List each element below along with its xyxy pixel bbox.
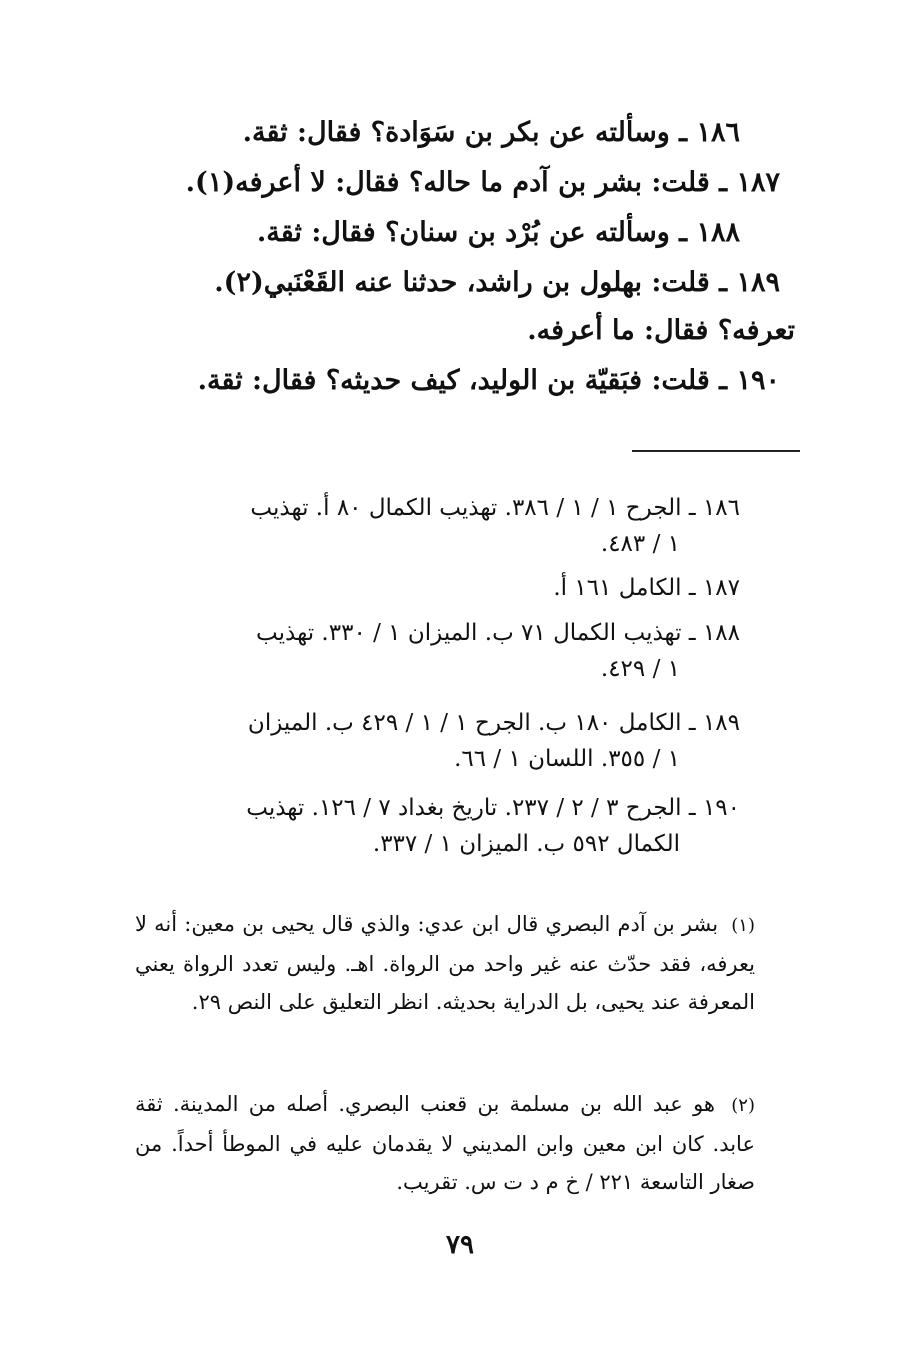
- footnote-text: هو عبد الله بن مسلمة بن قعنب البصري. أصله من المدينة. ثقة عابد. كان ابن معين وابن المديني لا يقدمان عليه في الموطأ أحداً. من صغار التاسعة ٢٢١ / خ م د ت س. تقريب.: [135, 1092, 755, 1194]
- reference-line-continuation: ١ / ٤٢٩.: [600, 656, 680, 682]
- entry-190: [100, 358, 780, 404]
- reference-line: ١٨٦ ـ الجرح ١ / ١ / ٣٨٦. تهذيب الكمال ٨٠ أ. تهذيب: [250, 495, 740, 521]
- reference-line-continuation: ١ / ٤٨٣.: [600, 531, 680, 557]
- page-number: ٧٩: [446, 1230, 474, 1260]
- reference-line-continuation: ١ / ٣٥٥. اللسان ١ / ٦٦.: [454, 746, 680, 772]
- entry-number: ١٨٦: [696, 117, 740, 148]
- reference-187: [130, 570, 740, 606]
- entry-number: ١٨٨: [696, 217, 740, 248]
- reference-line: ١٨٧ ـ الكامل ١٦١ أ.: [553, 575, 740, 601]
- entry-186: [100, 110, 740, 156]
- footnote-text: بشر بن آدم البصري قال ابن عدي: والذي قال يحيى بن معين: أنه لا يعرفه، فقد حدّث عنه غير واحد من الرواة. اهـ. وليس تعدد الرواة يعني المعرفة عند يحيى، بل الدراية بحديثه. انظر التعليق على النص ٢٩.: [135, 912, 755, 1014]
- reference-188: [130, 615, 740, 687]
- entry-number: ١٨٧: [736, 167, 780, 198]
- entry-189: [100, 260, 780, 306]
- entry-188: [100, 210, 740, 256]
- reference-line-continuation: الكمال ٥٩٢ ب. الميزان ١ / ٣٣٧.: [372, 831, 680, 857]
- entry-number: ١٨٩: [736, 267, 780, 298]
- entry-189-continuation: [95, 308, 795, 354]
- entry-text: ـ وسألته عن بكر بن سَوَادة؟ فقال: ثقة.: [242, 117, 688, 148]
- entry-text: ـ قلت: بهلول بن راشد، حدثنا عنه القَعْنَبي(٢).: [214, 267, 728, 298]
- footnote-divider: [632, 450, 800, 452]
- entry-187: [100, 160, 780, 206]
- reference-line: ١٨٨ ـ تهذيب الكمال ٧١ ب. الميزان ١ / ٣٣٠. تهذيب: [256, 620, 740, 646]
- footnote-marker: (١): [731, 915, 755, 936]
- reference-line: ١٨٩ ـ الكامل ١٨٠ ب. الجرح ١ / ١ / ٤٢٩ ب. الميزان: [247, 710, 740, 736]
- footnote-2: [135, 1085, 755, 1201]
- entry-number: ١٩٠: [736, 365, 780, 396]
- footnote-1: [135, 905, 755, 1021]
- entry-text: تعرفه؟ فقال: ما أعرفه.: [527, 315, 795, 346]
- reference-186: [130, 490, 740, 562]
- entry-text: ـ قلت: بشر بن آدم ما حاله؟ فقال: لا أعرفه(١).: [185, 167, 728, 198]
- reference-190: [130, 790, 740, 862]
- entry-text: ـ وسألته عن بُرْد بن سنان؟ فقال: ثقة.: [256, 217, 688, 248]
- entry-text: ـ قلت: فبَقيّة بن الوليد، كيف حديثه؟ فقال: ثقة.: [197, 365, 728, 396]
- footnote-marker: (٢): [731, 1095, 755, 1116]
- reference-189: [130, 705, 740, 777]
- reference-line: ١٩٠ ـ الجرح ٣ / ٢ / ٢٣٧. تاريخ بغداد ٧ / ١٢٦. تهذيب: [246, 795, 740, 821]
